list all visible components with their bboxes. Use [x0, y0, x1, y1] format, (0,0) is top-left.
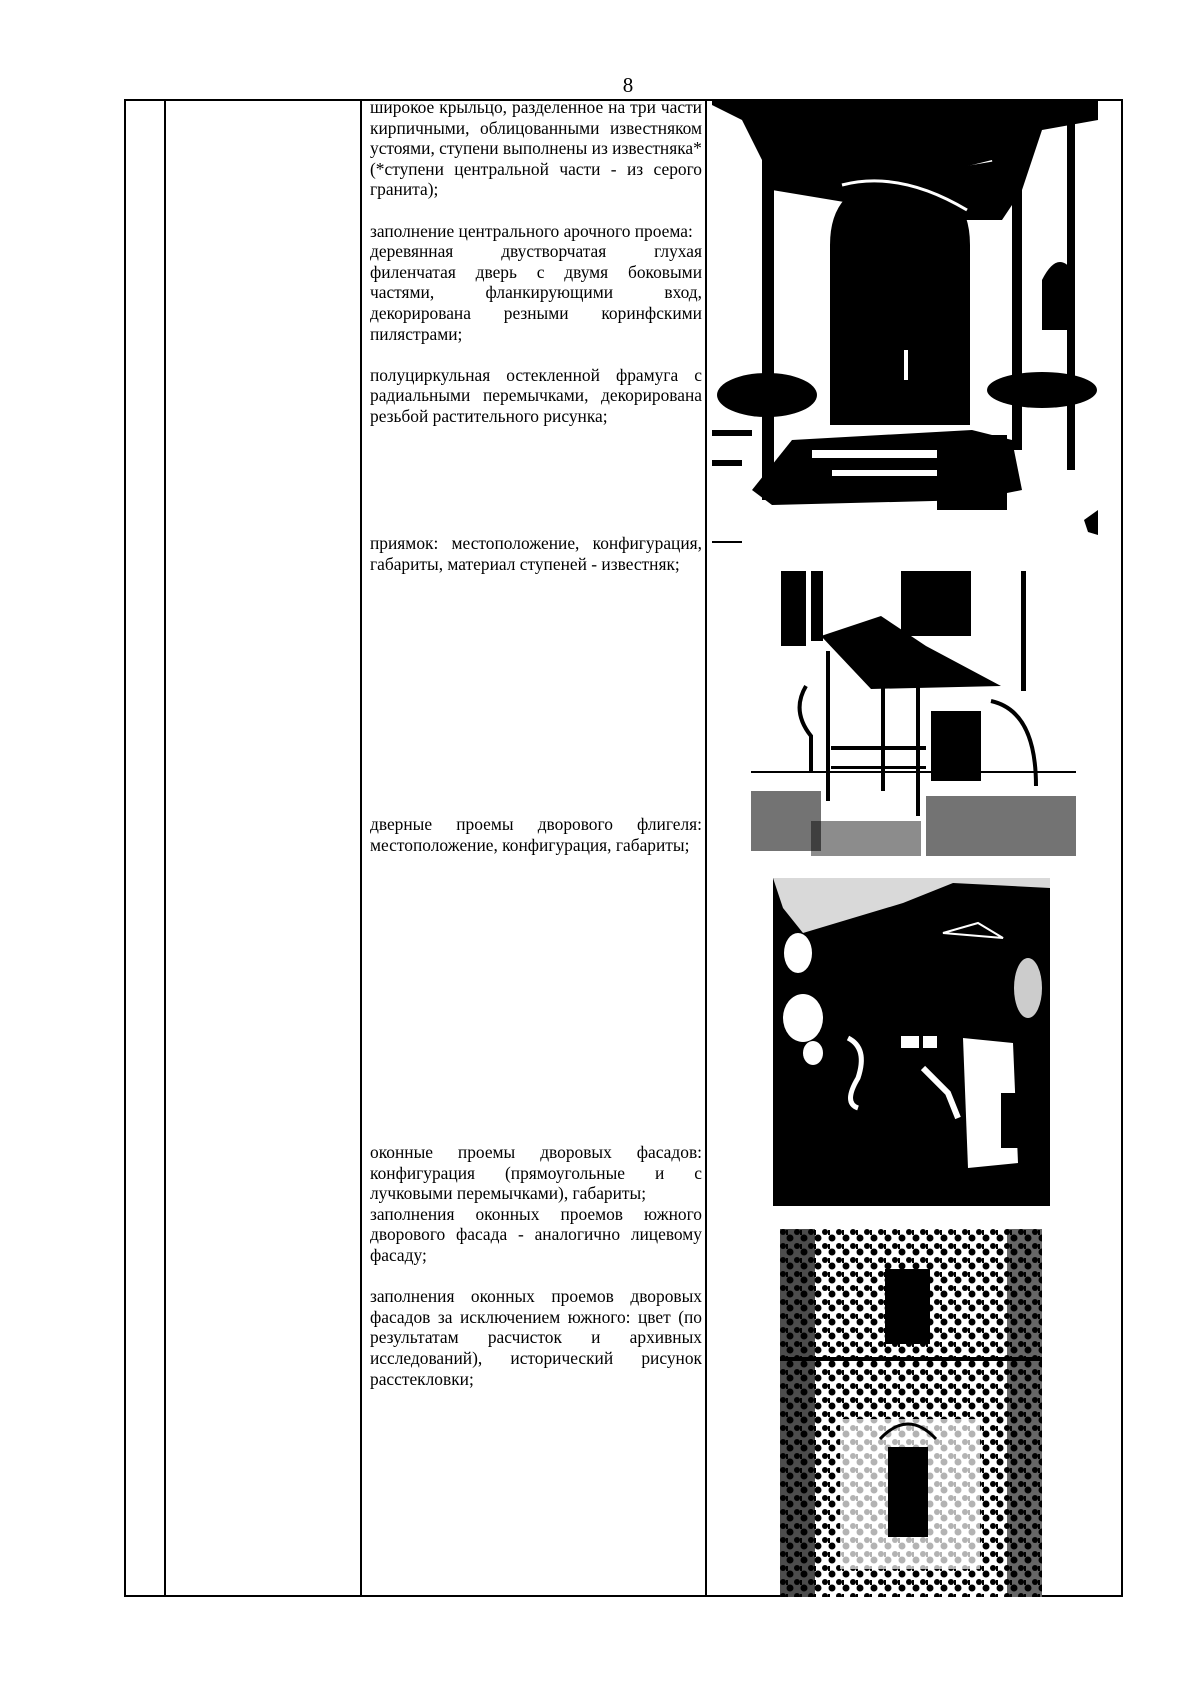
text-porch-note: (*ступени центральной части - из серого гранита);: [370, 158, 702, 200]
description-pit: [370, 533, 702, 574]
photo-arched-entrance-porch: [712, 100, 1098, 540]
text-transom: полуциркульная остекленной фрамуга с радиальными перемычками, декорирована резьбой растительного рисунка;: [370, 364, 702, 426]
text-arch-fill-title: заполнение центрального арочного проема:: [370, 220, 693, 241]
text-wing-doors: дверные проемы дворового флигеля: местоположение, конфигурация, габариты;: [370, 814, 702, 855]
photo-basement-pit-canopy: [751, 571, 1076, 861]
cell-category: [166, 101, 360, 1595]
description-wing-doors: [370, 814, 702, 855]
text-south-windows: заполнения оконных проемов южного дворового фасада - аналогично лицевому фасаду;: [370, 1203, 702, 1265]
text-window-openings: оконные проемы дворовых фасадов: конфигурация (прямоугольные и с лучковыми перемычками), габариты;: [370, 1142, 702, 1204]
description-column: [370, 97, 702, 1595]
cell-number: [126, 101, 164, 1595]
column-divider: [705, 101, 707, 1595]
dash-mark: [712, 541, 742, 543]
text-other-windows: заполнения оконных проемов дворовых фасадов за исключением южного: цвет (по результатам расчисток и архивных исследований), исторический рисунок расстекловки;: [370, 1286, 702, 1389]
photo-courtyard-wing-doorway: [773, 878, 1050, 1206]
description-courtyard-windows: [370, 1142, 702, 1389]
page-number: 8: [622, 73, 634, 97]
text-door: деревянная двустворчатая глухая филенчатая дверь с двумя боковыми частями, фланкирующими вход, декорирована резными коринфскими пилястрами;: [370, 241, 702, 344]
column-divider: [360, 101, 362, 1595]
text-pit: приямок: местоположение, конфигурация, габариты, материал ступеней - известняк;: [370, 533, 702, 574]
description-porch: [370, 97, 702, 427]
text-porch: широкое крыльцо, разделенное на три части кирпичными, облицованными известняком устоями, ступени выполнены из известняка*: [370, 97, 702, 159]
photo-courtyard-facade-windows: [780, 1229, 1042, 1597]
